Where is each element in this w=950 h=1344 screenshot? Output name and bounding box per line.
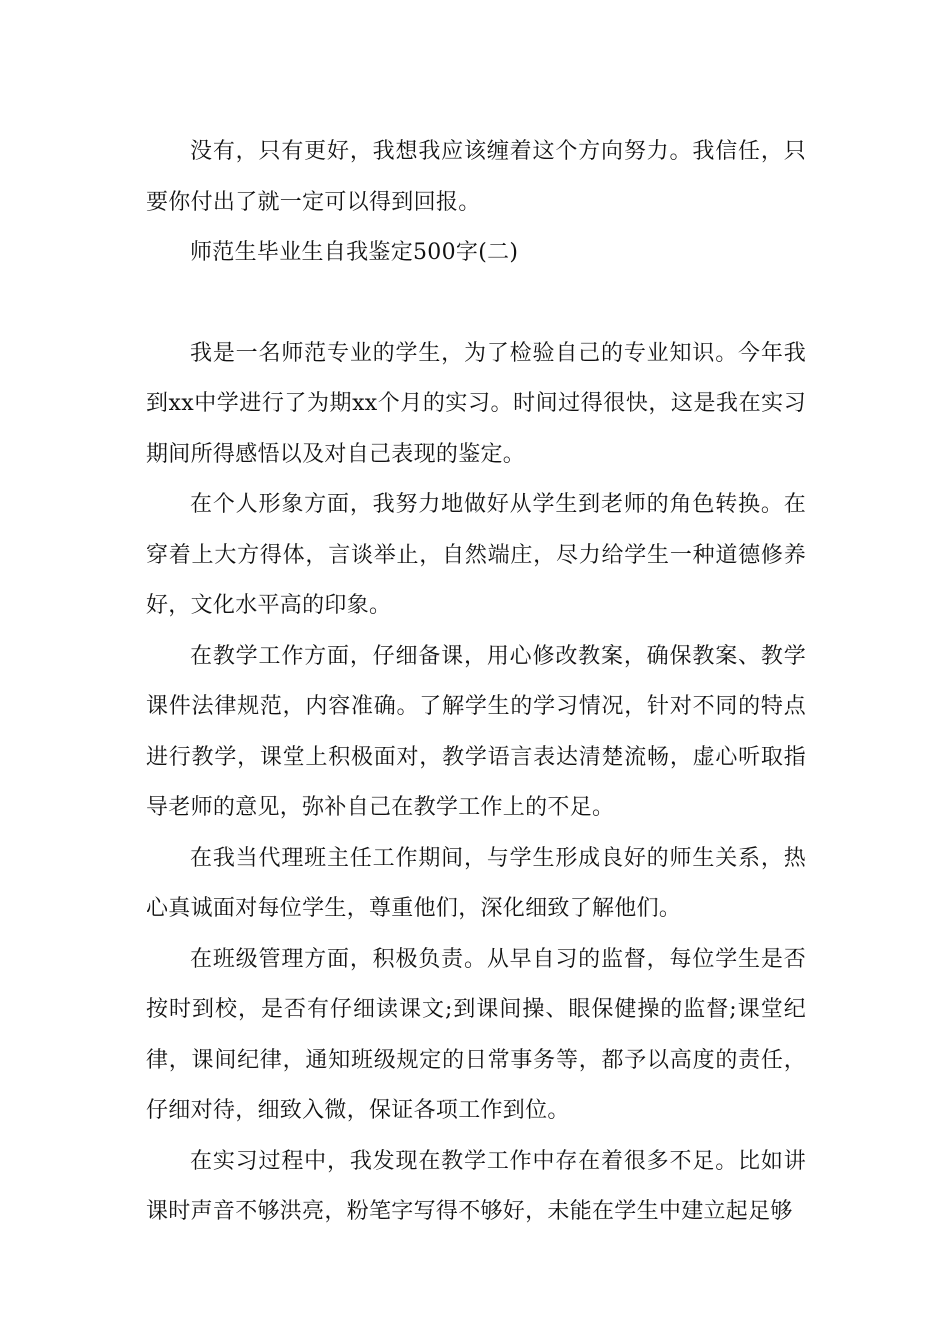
paragraph-intro: 我是一名师范专业的学生，为了检验自己的专业知识。今年我到xx中学进行了为期xx个月的实习。时间过得很快，这是我在实习期间所得感悟以及对自己表现的鉴定。 — [146, 340, 806, 467]
blank-line — [146, 279, 806, 329]
paragraph-teaching-work: 在教学工作方面，仔细备课，用心修改教案，确保教案、教学课件法律规范，内容准确。了解学生的学习情况，针对不同的特点进行教学，课堂上积极面对，教学语言表达清楚流畅，虚心听取指导老师的意见，弥补自己在教学工作上的不足。 — [146, 643, 806, 820]
paragraph-personal-image: 在个人形象方面，我努力地做好从学生到老师的角色转换。在穿着上大方得体，言谈举止，自然端庄，尽力给学生一种道德修养好，文化水平高的印象。 — [146, 492, 806, 618]
paragraph-shortcomings: 在实习过程中，我发现在教学工作中存在着很多不足。比如讲课时声音不够洪亮，粉笔字写得不够好，未能在学生中建立起足够 — [146, 1148, 806, 1224]
section-heading: 师范生毕业生自我鉴定500字(二) — [190, 240, 519, 265]
paragraph-head-teacher: 在我当代理班主任工作期间，与学生形成良好的师生关系，热心真诚面对每位学生，尊重他们，深化细致了解他们。 — [146, 845, 806, 921]
paragraph-class-management: 在班级管理方面，积极负责。从早自习的监督，每位学生是否按时到校，是否有仔细读课文;到课间操、眼保健操的监督;课堂纪律，课间纪律，通知班级规定的日常事务等，都予以高度的责任，仔细对待，细致入微，保证各项工作到位。 — [146, 946, 806, 1123]
paragraph-continued: 没有，只有更好，我想我应该缠着这个方向努力。我信任，只要你付出了就一定可以得到回报。 — [146, 139, 806, 215]
document-body — [146, 127, 806, 1238]
